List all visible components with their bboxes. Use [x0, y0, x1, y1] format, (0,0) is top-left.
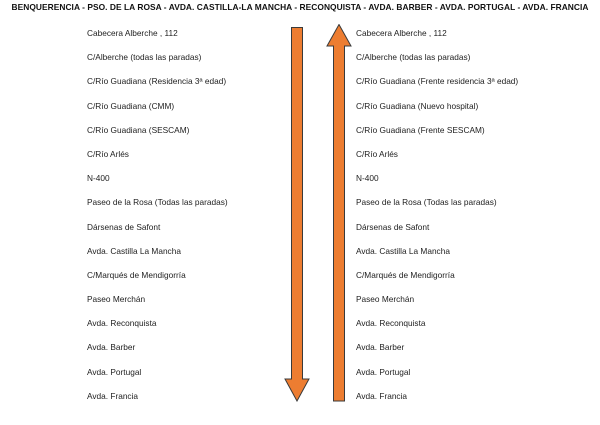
- route-title: BENQUERENCIA - PSO. DE LA ROSA - AVDA. CASTILLA-LA MANCHA - RECONQUISTA - AVDA. BARBER - AVDA. PORTUGAL - AVDA. FRANCIA: [11, 2, 589, 12]
- stop-item: Avda. Francia: [87, 390, 139, 401]
- stop-item: C/Río Arlés: [356, 148, 398, 159]
- inbound-stop-list: [356, 26, 556, 413]
- stop-item: Avda. Reconquista: [356, 318, 426, 329]
- stop-item: C/Alberche (todas las paradas): [356, 52, 471, 63]
- stop-item: Avda. Portugal: [356, 366, 411, 377]
- arrow-down-shape: [285, 28, 309, 402]
- stop-item: Avda. Barber: [87, 342, 136, 353]
- arrow-up-icon: [325, 24, 353, 402]
- stop-item: Avda. Portugal: [87, 366, 142, 377]
- stop-item: Cabecera Alberche , 112: [356, 28, 447, 38]
- stop-item: N-400: [87, 173, 110, 184]
- stop-item: C/Río Guadiana (Frente SESCAM): [356, 124, 485, 135]
- stop-item: N-400: [356, 173, 379, 184]
- stop-item: C/Río Guadiana (Residencia 3ª edad): [87, 76, 227, 87]
- stop-item: Avda. Francia: [356, 390, 408, 401]
- stop-item: C/Río Guadiana (Nuevo hospital): [356, 100, 479, 111]
- stop-item: Cabecera Alberche , 112: [87, 28, 178, 38]
- stop-item: C/Marqués de Mendigorría: [356, 269, 455, 280]
- stop-item: Avda. Barber: [356, 342, 405, 353]
- stop-item: Paseo de la Rosa (Todas las paradas): [356, 197, 497, 208]
- stop-item: C/Río Guadiana (CMM): [87, 100, 175, 111]
- stop-item: C/Río Guadiana (SESCAM): [87, 124, 190, 135]
- stop-item: C/Marqués de Mendigorría: [87, 269, 186, 280]
- stop-item: Paseo Merchán: [356, 294, 415, 305]
- stop-item: Dársenas de Safont: [87, 221, 161, 232]
- stop-item: Dársenas de Safont: [356, 221, 430, 232]
- arrow-down-icon: [283, 27, 311, 402]
- stop-item: C/Río Guadiana (Frente residencia 3ª edad): [356, 76, 519, 87]
- stop-item: Avda. Reconquista: [87, 318, 157, 329]
- outbound-stop-list: [87, 26, 277, 413]
- stop-item: Avda. Castilla La Mancha: [87, 245, 181, 256]
- arrow-up-shape: [327, 25, 351, 402]
- stop-item: C/Alberche (todas las paradas): [87, 52, 202, 63]
- stop-item: Avda. Castilla La Mancha: [356, 245, 450, 256]
- stop-item: C/Río Arlés: [87, 148, 129, 159]
- stop-item: Paseo Merchán: [87, 294, 146, 305]
- stop-item: Paseo de la Rosa (Todas las paradas): [87, 197, 228, 208]
